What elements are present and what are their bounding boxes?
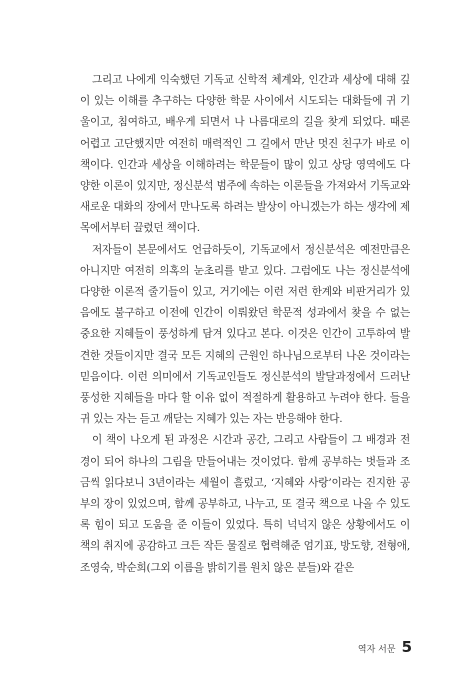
page-number: 5 xyxy=(401,638,412,656)
paragraph-1: 그리고 나에게 익숙했던 기독교 신학적 체계와, 인간과 세상에 대해 깊이 있는 이해를 추구하는 다양한 학문 사이에서 시도되는 대화들에 귀 기울이고, 침여하고, 배우게 되면서 나 나름대로의 길을 찾게 되었다. 때론 어렵고 고단했지만 여전히 매력적인 그 길에서 만난 멋진 친구가 바로 이 책이다. 인간과 세상을 이해하려는 학문들이 많이 있고 상당 영역에도 다양한 이론이 있지만, 정신분석 범주에 속하는 이론들을 가져와서 기독교와 새로운 대화의 장에서 만나도록 하려는 발상이 아니겠는가 하는 생각에 제목에서부터 끌렸던 책이다. xyxy=(80,74,410,235)
paragraph-2: 저자들이 본문에서도 언급하듯이, 기독교에서 정신분석은 예전만큼은 아니지만 여전히 의혹의 눈초리를 받고 있다. 그럼에도 나는 정신분석에 다양한 이론적 줄기들이 있고, 거기에는 이런 저런 한계와 비판거리가 있음에도 불구하고 이전에 인간이 이뤄왔던 학문적 성과에서 찾을 수 없는 중요한 지혜들이 풍성하게 담겨 있다고 본다. 이것은 인간이 고투하여 발견한 것들이지만 결국 모든 지혜의 근원인 하나님으로부터 나온 것이라는 믿음이다. 이런 의미에서 기독교인들도 정신분석의 발달과정에서 드러난 풍성한 지혜들을 마다 할 이유 없이 적절하게 활용하고 누려야 한다. 들을 귀 있는 자는 듣고 깨닫는 지혜가 있는 자는 반응해야 한다. xyxy=(80,243,410,426)
body-text xyxy=(80,70,410,579)
paragraph-3: 이 책이 나오게 된 과정은 시간과 공간, 그리고 사람들이 그 배경과 전경이 되어 하나의 그림을 만들어내는 것이었다. 함께 공부하는 벗들과 조금씩 읽다보니 3년이라는 세월이 흘렀고, ‘지혜와 사랑’이라는 진지한 공부의 장이 있었으며, 함께 공부하고, 나누고, 또 결국 책으로 나올 수 있도록 힘이 되고 도움을 준 이들이 있었다. 특히 넉넉지 않은 상황에서도 이 책의 취지에 공감하고 크든 작든 물질로 협력해준 엄기표, 방도향, 전형애, 조영숙, 박순희(그외 이름을 밝히기를 원치 않은 분들)와 같은 xyxy=(80,434,410,574)
running-footer-label: 역자 서문 xyxy=(357,645,396,655)
page-footer xyxy=(358,638,412,656)
